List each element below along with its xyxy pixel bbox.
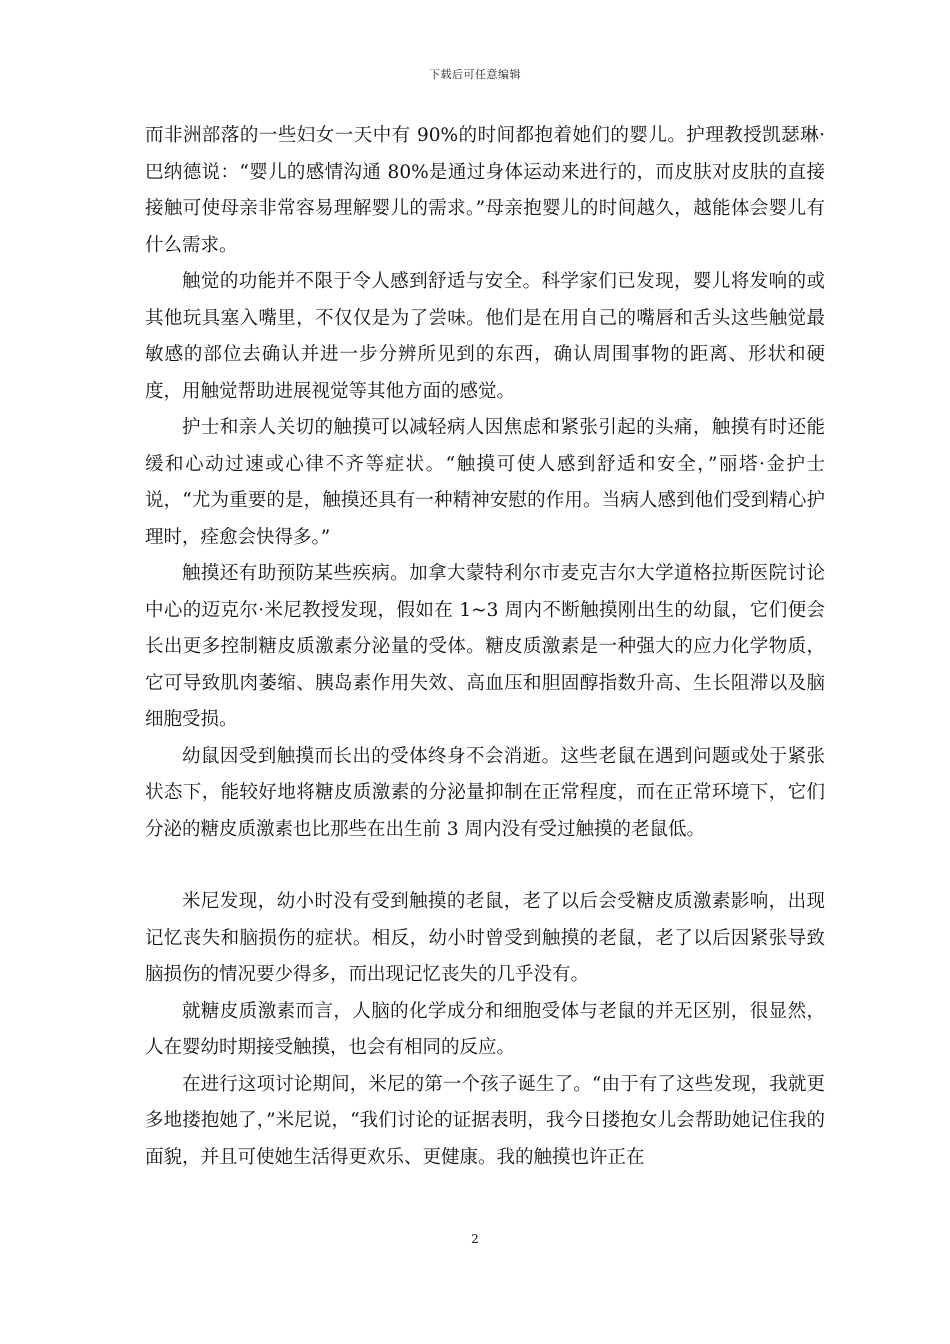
page-number: 2 [471, 1232, 479, 1246]
paragraph: 触摸还有助预防某些疾病。加拿大蒙特利尔市麦克吉尔大学道格拉斯医院讨论中心的迈克尔·米尼教授发现，假如在 1~3 周内不断触摸刚出生的幼鼠，它们便会长出更多控制糖皮质激素分泌量的受体。糖皮质激素是一种强大的应力化学物质，它可导致肌肉萎缩、胰岛素作用失效、高血压和胆固醇指数升高、生长阻滞以及脑细胞受损。 [145, 563, 825, 730]
page-header: 下载后可任意编辑 [429, 68, 521, 81]
paragraph: 米尼发现，幼小时没有受到触摸的老鼠，老了以后会受糖皮质激素影响，出现记忆丧失和脑损伤的症状。相反，幼小时曾受到触摸的老鼠，老了以后因紧张导致脑损伤的情况要少得多，而出现记忆丧失的几乎没有。 [145, 891, 825, 985]
paragraph: 而非洲部落的一些妇女一天中有 90%的时间都抱着她们的婴儿。护理教授凯瑟琳·巴纳德说：“婴儿的感情沟通 80%是通过身体运动来进行的，而皮肤对皮肤的直接接触可使母亲非常容易理解婴儿的需求。”母亲抱婴儿的时间越久，越能体会婴儿有什么需求。 [145, 125, 825, 256]
paragraph: 触觉的功能并不限于令人感到舒适与安全。科学家们已发现，婴儿将发响的或其他玩具塞入嘴里，不仅仅是为了尝味。他们是在用自己的嘴唇和舌头这些触觉最敏感的部位去确认并进一步分辨所见到的东西，确认周围事物的距离、形状和硬度，用触觉帮助进展视觉等其他方面的感觉。 [145, 271, 825, 402]
paragraph-spacer [145, 848, 825, 884]
paragraph: 在进行这项讨论期间，米尼的第一个孩子诞生了。“由于有了这些发现，我就更多地搂抱她了，”米尼说，“我们讨论的证据表明，我今日搂抱女儿会帮助她记住我的面貌，并且可使她生活得更欢乐、更健康。我的触摸也许正在 [145, 1073, 825, 1168]
paragraph: 幼鼠因受到触摸而长出的受体终身不会消逝。这些老鼠在遇到问题或处于紧张状态下，能较好地将糖皮质激素的分泌量抑制在正常程度，而在正常环境下，它们分泌的糖皮质激素也比那些在出生前 3 周内没有受过触摸的老鼠低。 [145, 745, 825, 840]
paragraph: 就糖皮质激素而言，人脑的化学成分和细胞受体与老鼠的并无区别，很显然，人在婴幼时期接受触摸，也会有相同的反应。 [145, 1000, 825, 1058]
document-body [145, 118, 825, 1176]
paragraph: 护士和亲人关切的触摸可以减轻病人因焦虑和紧张引起的头痛，触摸有时还能缓和心动过速或心律不齐等症状。“触摸可使人感到舒适和安全，”丽塔·金护士说，“尤为重要的是，触摸还具有一种精神安慰的作用。当病人感到他们受到精心护理时，痊愈会快得多。” [145, 417, 825, 548]
